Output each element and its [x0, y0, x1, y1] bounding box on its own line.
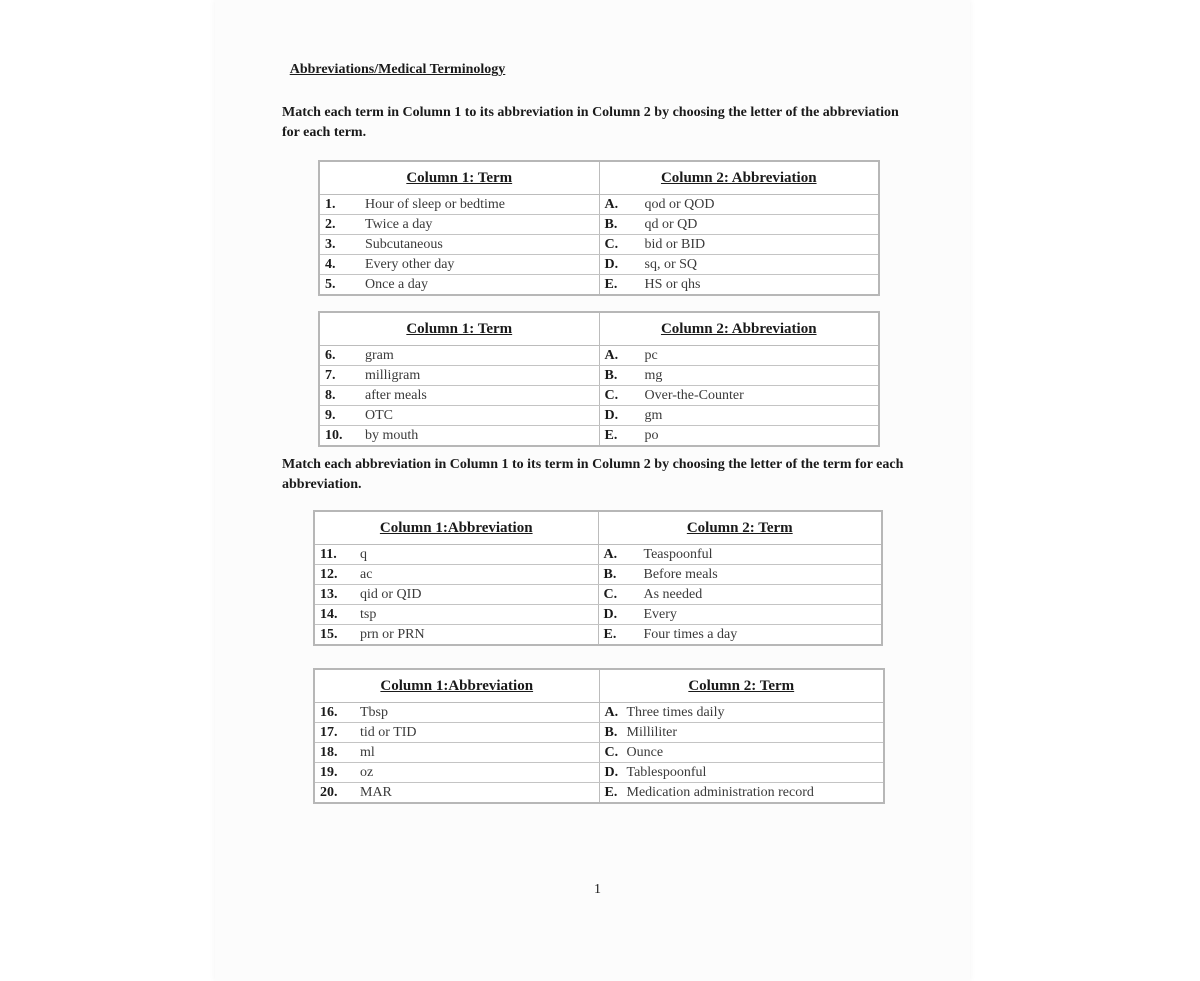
column-2-value: gm	[644, 407, 663, 423]
column-2-cell	[599, 406, 879, 426]
matching-table-1	[318, 160, 880, 296]
item-number: 2.	[325, 216, 336, 232]
column-1-header: Column 1: Term	[319, 161, 599, 195]
item-number: 12.	[320, 566, 338, 582]
column-2-header: Column 2: Term	[598, 511, 882, 545]
answer-letter: C.	[604, 744, 619, 760]
column-2-value: po	[644, 427, 659, 443]
column-2-cell	[599, 723, 884, 743]
item-number: 1.	[325, 196, 336, 212]
column-1-value: Once a day	[365, 276, 428, 292]
column-1-cell	[314, 703, 599, 723]
column-1-cell	[319, 275, 599, 296]
column-1-value: Twice a day	[365, 216, 433, 232]
column-2-cell	[598, 565, 882, 585]
table-row	[314, 565, 882, 585]
answer-letter: A.	[604, 347, 619, 363]
item-number: 4.	[325, 256, 336, 272]
table-row	[319, 406, 879, 426]
table-row	[314, 763, 884, 783]
column-2-value: Tablespoonful	[626, 764, 707, 780]
column-2-cell	[599, 195, 879, 215]
column-1-cell	[314, 565, 598, 585]
column-1-cell	[319, 406, 599, 426]
column-1-cell	[314, 545, 598, 565]
column-2-value: HS or qhs	[644, 276, 701, 292]
column-1-value: tsp	[360, 606, 377, 622]
column-2-value: Medication administration record	[626, 784, 814, 800]
column-2-cell	[599, 275, 879, 296]
column-1-cell	[319, 195, 599, 215]
column-1-value: tid or TID	[360, 724, 417, 740]
column-2-value: qod or QOD	[644, 196, 715, 212]
column-1-value: ml	[360, 744, 375, 760]
table-row	[319, 426, 879, 447]
table-row	[314, 585, 882, 605]
answer-letter: D.	[604, 256, 619, 272]
column-1-cell	[314, 723, 599, 743]
column-1-cell	[314, 605, 598, 625]
column-2-value: pc	[644, 347, 658, 363]
answer-letter: D.	[604, 407, 619, 423]
table-row	[319, 255, 879, 275]
column-1-value: OTC	[365, 407, 393, 423]
table-row	[314, 605, 882, 625]
table-row	[319, 195, 879, 215]
column-1-header: Column 1:Abbreviation	[314, 511, 598, 545]
item-number: 6.	[325, 347, 336, 363]
column-2-cell	[599, 255, 879, 275]
column-2-value: bid or BID	[644, 236, 706, 252]
column-1-value: Hour of sleep or bedtime	[365, 196, 505, 212]
column-1-value: by mouth	[365, 427, 419, 443]
column-2-value: sq, or SQ	[644, 256, 698, 272]
matching-table-3	[313, 510, 883, 646]
column-2-header: Column 2: Abbreviation	[599, 161, 879, 195]
column-2-cell	[599, 386, 879, 406]
column-2-cell	[599, 426, 879, 447]
table-row	[319, 235, 879, 255]
column-2-cell	[598, 605, 882, 625]
item-number: 3.	[325, 236, 336, 252]
instructions-part-1: Match each term in Column 1 to its abbreviation in Column 2 by choosing the letter of the abbreviation for each term.	[282, 105, 899, 140]
table-row	[319, 346, 879, 366]
column-2-cell	[599, 235, 879, 255]
column-1-cell	[319, 215, 599, 235]
table-row	[314, 743, 884, 763]
column-1-value: MAR	[360, 784, 392, 800]
table-row	[314, 545, 882, 565]
column-2-cell	[598, 585, 882, 605]
answer-letter: B.	[604, 367, 618, 383]
column-1-cell	[319, 255, 599, 275]
answer-letter: C.	[604, 236, 619, 252]
item-number: 16.	[320, 704, 338, 720]
item-number: 20.	[320, 784, 338, 800]
item-number: 13.	[320, 586, 338, 602]
column-2-cell	[599, 346, 879, 366]
column-2-value: Before meals	[643, 566, 718, 582]
item-number: 11.	[320, 546, 337, 562]
answer-letter: B.	[604, 724, 618, 740]
matching-table-4	[313, 668, 885, 804]
item-number: 5.	[325, 276, 336, 292]
answer-letter: B.	[603, 566, 617, 582]
column-2-header: Column 2: Abbreviation	[599, 312, 879, 346]
answer-letter: D.	[603, 606, 618, 622]
item-number: 14.	[320, 606, 338, 622]
column-2-value: qd or QD	[644, 216, 698, 232]
column-2-cell	[599, 783, 884, 804]
column-1-value: gram	[365, 347, 394, 363]
answer-letter: D.	[604, 764, 619, 780]
column-2-cell	[599, 366, 879, 386]
column-2-cell	[599, 703, 884, 723]
column-2-cell	[598, 625, 882, 646]
answer-letter: E.	[604, 427, 618, 443]
answer-letter: A.	[603, 546, 618, 562]
column-1-value: qid or QID	[360, 586, 422, 602]
column-2-value: Every	[643, 606, 677, 622]
table-row	[319, 275, 879, 296]
table-row	[314, 723, 884, 743]
item-number: 18.	[320, 744, 338, 760]
column-1-value: ac	[360, 566, 373, 582]
answer-letter: E.	[604, 276, 618, 292]
column-1-value: after meals	[365, 387, 427, 403]
item-number: 15.	[320, 626, 338, 642]
column-2-value: Milliliter	[626, 724, 678, 740]
column-1-value: prn or PRN	[360, 626, 425, 642]
column-1-value: Tbsp	[360, 704, 388, 720]
answer-letter: B.	[604, 216, 618, 232]
answer-letter: C.	[604, 387, 619, 403]
column-1-value: milligram	[365, 367, 421, 383]
column-1-cell	[319, 386, 599, 406]
column-2-value: As needed	[643, 586, 703, 602]
column-2-value: Four times a day	[643, 626, 738, 642]
column-2-value: mg	[644, 367, 663, 383]
column-2-value: Over-the-Counter	[644, 387, 744, 403]
column-1-cell	[314, 585, 598, 605]
answer-letter: A.	[604, 704, 619, 720]
matching-table-2	[318, 311, 880, 447]
column-2-cell	[599, 215, 879, 235]
column-2-cell	[599, 763, 884, 783]
item-number: 9.	[325, 407, 336, 423]
table-row	[314, 625, 882, 646]
column-2-value: Ounce	[626, 744, 664, 760]
column-1-value: Subcutaneous	[365, 236, 443, 252]
item-number: 17.	[320, 724, 338, 740]
item-number: 8.	[325, 387, 336, 403]
column-2-header: Column 2: Term	[599, 669, 884, 703]
item-number: 7.	[325, 367, 336, 383]
column-2-value: Three times daily	[626, 704, 725, 720]
column-1-cell	[314, 743, 599, 763]
document-title: Abbreviations/Medical Terminology	[289, 62, 506, 77]
column-1-cell	[319, 366, 599, 386]
answer-letter: E.	[603, 626, 617, 642]
table-row	[319, 366, 879, 386]
answer-letter: E.	[604, 784, 618, 800]
page-number: 1	[594, 882, 601, 897]
column-2-cell	[599, 743, 884, 763]
table-row	[314, 703, 884, 723]
column-1-header: Column 1:Abbreviation	[314, 669, 599, 703]
item-number: 19.	[320, 764, 338, 780]
instructions-part-2: Match each abbreviation in Column 1 to its term in Column 2 by choosing the letter of the term for each abbreviation.	[282, 457, 904, 492]
table-row	[314, 783, 884, 804]
column-1-cell	[314, 783, 599, 804]
column-1-value: q	[360, 546, 367, 562]
column-1-cell	[319, 346, 599, 366]
column-1-cell	[319, 235, 599, 255]
column-1-cell	[314, 625, 598, 646]
column-2-cell	[598, 545, 882, 565]
item-number: 10.	[325, 427, 343, 443]
column-1-header: Column 1: Term	[319, 312, 599, 346]
column-1-value: oz	[360, 764, 374, 780]
column-1-cell	[314, 763, 599, 783]
column-1-cell	[319, 426, 599, 447]
answer-letter: C.	[603, 586, 618, 602]
answer-letter: A.	[604, 196, 619, 212]
column-2-value: Teaspoonful	[643, 546, 713, 562]
table-row	[319, 215, 879, 235]
table-row	[319, 386, 879, 406]
column-1-value: Every other day	[365, 256, 455, 272]
